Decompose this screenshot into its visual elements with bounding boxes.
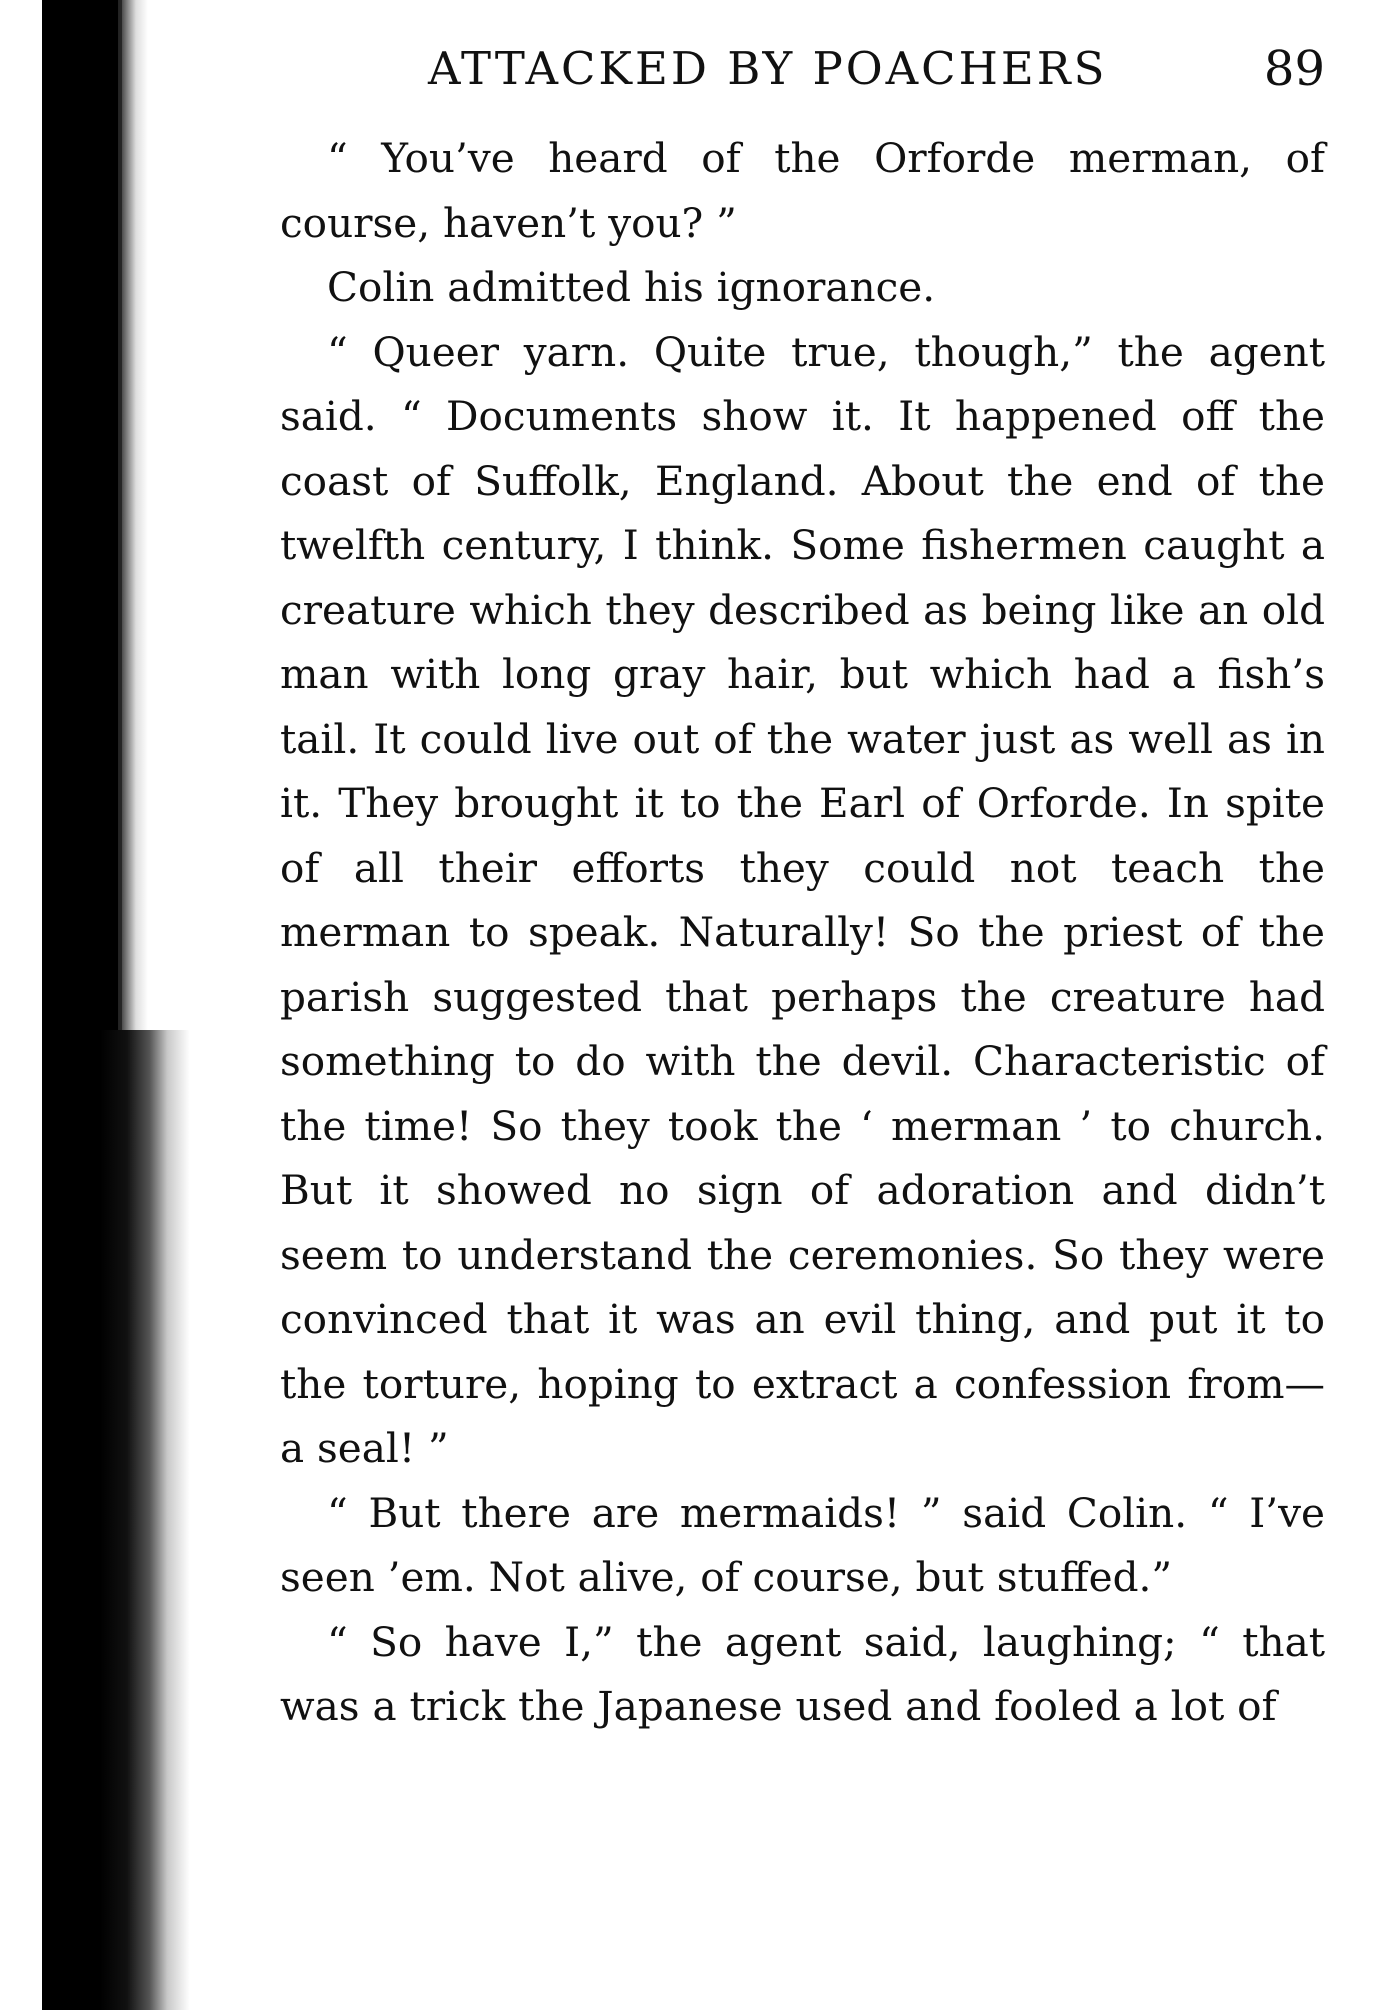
scanned-page-edge: [0, 0, 180, 2010]
running-header: [280, 34, 1325, 104]
running-title: ATTACKED BY POACHERS: [428, 42, 1108, 95]
page-number: 89: [1263, 41, 1325, 97]
paragraph-2: Colin admitted his ignorance.: [327, 263, 936, 311]
page-body: [280, 126, 1325, 1739]
paragraph-4: “ But there are mermaids! ” said Colin. “ I’ve seen ’em. Not alive, of course, but stuffed.”: [280, 1488, 1325, 1601]
paragraph-3: “ Queer yarn. Quite true, though,” the agent said. “ Documents show it. It happened off the coast of Suffolk, England. About the end of the twelfth century, I think. Some fishermen caught a creature which they described as being like an old man with long gray hair, but which had a fish’s tail. It could live out of the water just as well as in it. They brought it to the Earl of Orforde. In spite of all their efforts they could not teach the merman to speak. Naturally! So the priest of the parish suggested that perhaps the creature had something to do with the devil. Characteristic of the time! So they took the ‘ merman ’ to church. But it showed no sign of adoration and didn’t seem to understand the ceremonies. So they were convinced that it was an evil thing, and put it to the torture, hoping to extract a confession from—a seal! ”: [280, 327, 1325, 1472]
paragraph-5: “ So have I,” the agent said, laughing; “ that was a trick the Japanese used and fooled a lot of: [280, 1617, 1325, 1730]
paragraph-1: “ You’ve heard of the Orforde merman, of course, haven’t you? ”: [280, 134, 1325, 247]
